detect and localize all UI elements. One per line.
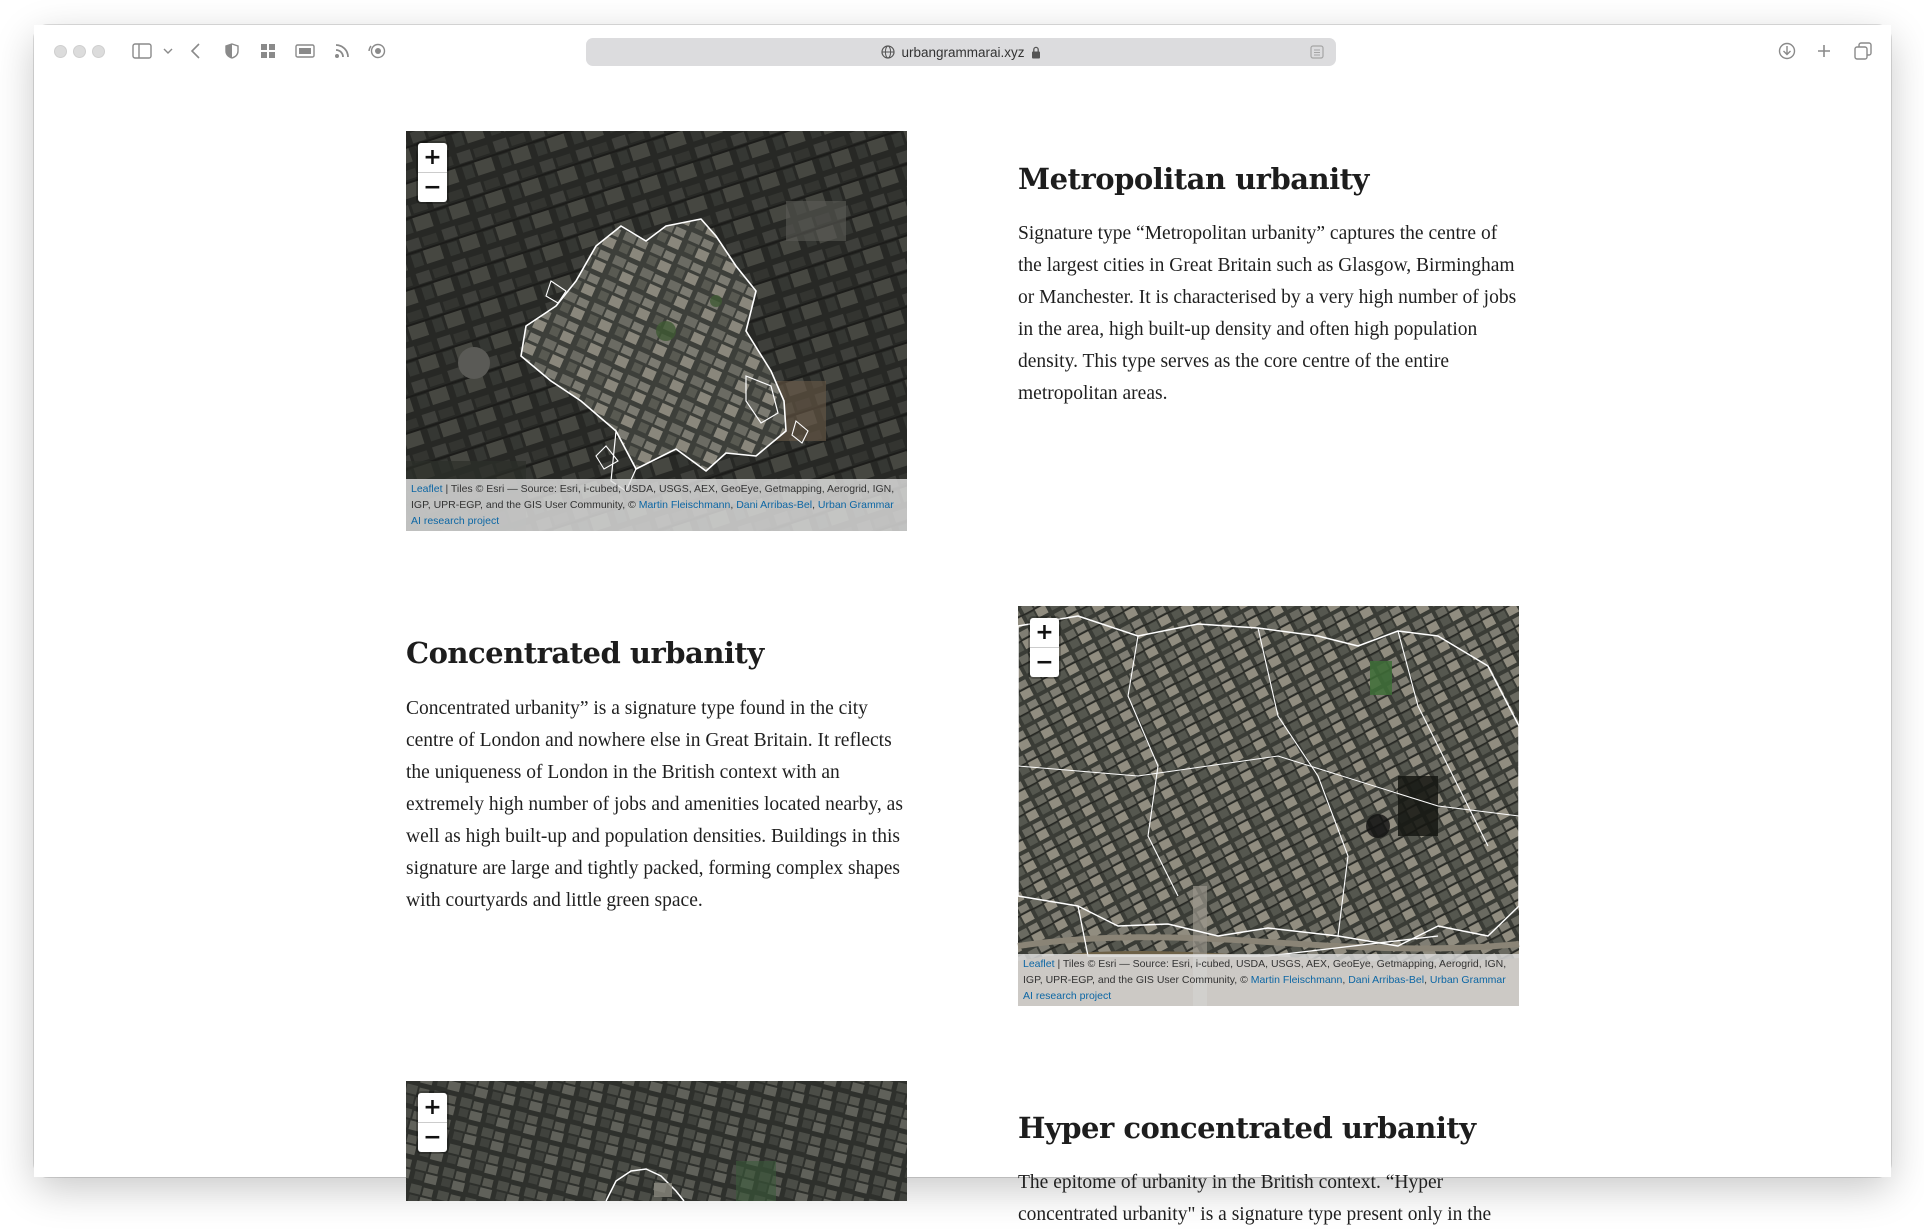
map-metropolitan-urbanity[interactable] — [406, 131, 907, 531]
map-attribution — [1018, 954, 1519, 1006]
zoom-out-button[interactable]: − — [423, 175, 442, 200]
browser-toolbar — [34, 25, 1891, 79]
attribution-tiles-text: | Tiles © Esri — Source: Esri, i-cubed, USDA, USGS, AEX, GeoEye, Getmapping, Aerogrid, IGN, IGP, UPR-EGP, and the GIS User Community, © — [1023, 958, 1507, 986]
project-link-urban-grammar[interactable]: Urban Grammar AI research project — [411, 499, 894, 527]
section-title-metropolitan-urbanity: Metropolitan urbanity — [1018, 162, 1369, 196]
image-icon[interactable] — [293, 39, 317, 63]
section-title-concentrated-urbanity: Concentrated urbanity — [406, 636, 764, 670]
section-text-hyper-concentrated-urbanity: The epitome of urbanity in the British context. “Hyper concentrated urbanity" is a signature type present only in the — [1018, 1172, 1492, 1225]
attribution-separator: , — [1424, 974, 1430, 986]
leaflet-link[interactable]: Leaflet — [1023, 958, 1055, 970]
minimize-window-button[interactable] — [73, 45, 86, 58]
new-tab-icon[interactable] — [1812, 39, 1836, 63]
zoom-in-button[interactable]: + — [418, 143, 447, 173]
zoom-out-button[interactable]: − — [1035, 650, 1054, 675]
author-link-dani-arribas-bel[interactable]: Dani Arribas-Bel — [736, 499, 813, 511]
zoom-control — [1030, 618, 1059, 677]
attribution-separator: , — [1342, 974, 1349, 986]
author-link-dani-arribas-bel[interactable]: Dani Arribas-Bel — [1348, 974, 1425, 986]
map-hyper-concentrated-urbanity[interactable] — [406, 1081, 907, 1201]
url-text: urbangrammarai.xyz — [901, 44, 1025, 60]
page-content — [34, 79, 1891, 1225]
attribution-separator: , — [730, 499, 737, 511]
satellite-imagery — [406, 1081, 907, 1201]
author-link-martin-fleischmann[interactable]: Martin Fleischmann — [638, 499, 731, 511]
zoom-out-button[interactable]: − — [423, 1125, 442, 1150]
chevron-down-icon[interactable] — [156, 39, 180, 63]
close-window-button[interactable] — [54, 45, 67, 58]
reader-icon[interactable] — [1310, 45, 1324, 59]
zoom-control — [418, 1093, 447, 1152]
shield-icon[interactable] — [220, 39, 244, 63]
back-icon[interactable] — [184, 39, 208, 63]
attribution-separator: , — [812, 499, 818, 511]
sidebar-icon[interactable] — [130, 39, 154, 63]
tab-overview-icon[interactable] — [1851, 39, 1875, 63]
map-attribution — [406, 479, 907, 531]
extensions-icon[interactable] — [256, 39, 280, 63]
section-text-metropolitan-urbanity: Signature type “Metropolitan urbanity” captures the centre of the largest cities in Great Britain such as Glasgow, Birmingham or Manchester. It is characterised by a very high number of jobs in the area, high built-up density and often high population density. This type serves as the core centre of the entire metropolitan areas. — [1018, 223, 1517, 404]
author-link-martin-fleischmann[interactable]: Martin Fleischmann — [1250, 974, 1343, 986]
leaflet-link[interactable]: Leaflet — [411, 483, 443, 495]
satellite-imagery — [406, 131, 907, 531]
satellite-imagery — [1018, 606, 1519, 1006]
address-bar[interactable] — [586, 38, 1336, 66]
zoom-window-button[interactable] — [92, 45, 105, 58]
project-link-urban-grammar[interactable]: Urban Grammar AI research project — [1023, 974, 1506, 1002]
rss-icon[interactable] — [330, 39, 354, 63]
section-text-concentrated-urbanity: Concentrated urbanity” is a signature type found in the city centre of London and nowhere else in Great Britain. It reflects the uniqueness of London in the British context with an extremely high number of jobs and amenities located nearby, as well as high built-up and population densities. Buildings in this signature are large and tightly packed, forming complex shapes with courtyards and little green space. — [406, 698, 903, 911]
attribution-tiles-text: | Tiles © Esri — Source: Esri, i-cubed, USDA, USGS, AEX, GeoEye, Getmapping, Aerogrid, IGN, IGP, UPR-EGP, and the GIS User Community, © — [411, 483, 895, 511]
map-concentrated-urbanity[interactable] — [1018, 606, 1519, 1006]
globe-icon — [881, 45, 895, 59]
zoom-control — [418, 143, 447, 202]
browser-window — [34, 25, 1891, 1225]
section-title-hyper-concentrated-urbanity: Hyper concentrated urbanity — [1018, 1111, 1476, 1145]
privacy-report-icon[interactable] — [366, 39, 390, 63]
zoom-in-button[interactable]: + — [418, 1093, 447, 1123]
zoom-in-button[interactable]: + — [1030, 618, 1059, 648]
downloads-icon[interactable] — [1775, 39, 1799, 63]
lock-icon — [1031, 46, 1041, 59]
